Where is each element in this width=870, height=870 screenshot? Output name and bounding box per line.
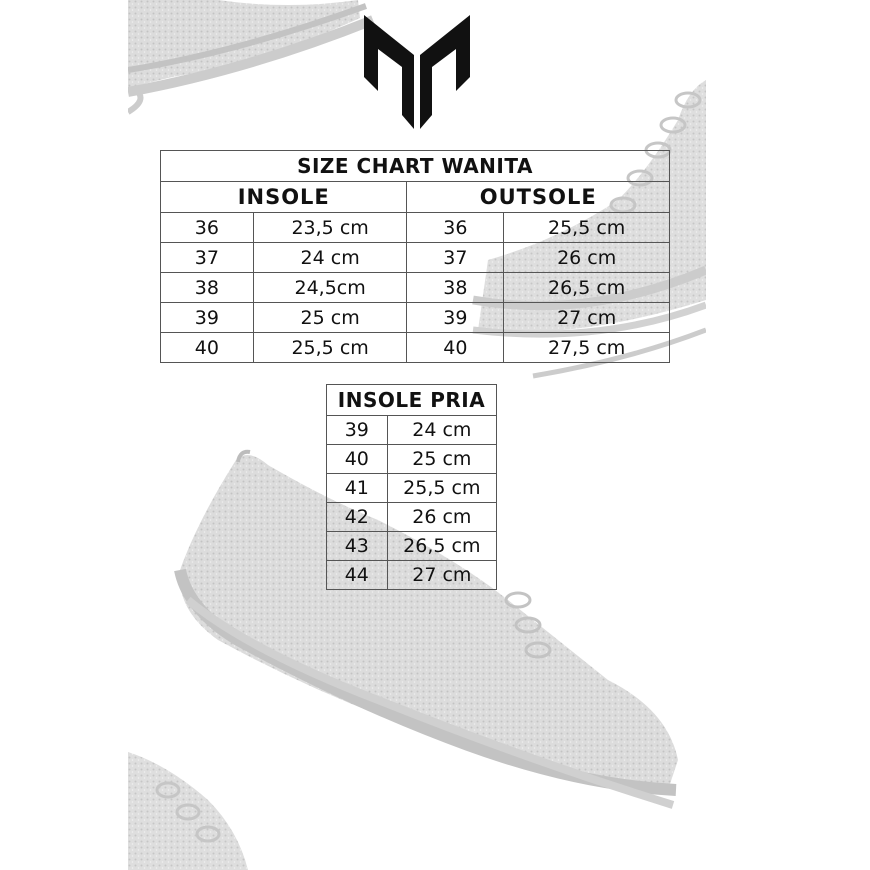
outsole-size-cell: 39 bbox=[407, 303, 504, 333]
table-row bbox=[161, 273, 670, 303]
insole-size-cell: 40 bbox=[161, 333, 254, 363]
insole-size-cell: 36 bbox=[161, 213, 254, 243]
size-chart-sheet bbox=[128, 0, 706, 870]
insole-length-cell: 24 cm bbox=[253, 243, 407, 273]
table-row bbox=[327, 474, 497, 503]
pria-length-cell: 27 cm bbox=[387, 561, 496, 590]
table-row bbox=[161, 303, 670, 333]
sneaker-sketch-top-left bbox=[128, 0, 373, 112]
insole-pria-title: INSOLE PRIA bbox=[327, 385, 497, 416]
table-title-row bbox=[327, 385, 497, 416]
outsole-size-cell: 40 bbox=[407, 333, 504, 363]
outsole-length-cell: 25,5 cm bbox=[504, 213, 670, 243]
insole-length-cell: 24,5cm bbox=[253, 273, 407, 303]
pria-size-cell: 41 bbox=[327, 474, 388, 503]
pria-size-cell: 43 bbox=[327, 532, 388, 561]
table-row bbox=[327, 532, 497, 561]
outsole-length-cell: 27,5 cm bbox=[504, 333, 670, 363]
pria-length-cell: 26,5 cm bbox=[387, 532, 496, 561]
pria-size-cell: 42 bbox=[327, 503, 388, 532]
outsole-header: OUTSOLE bbox=[407, 182, 670, 213]
insole-size-cell: 38 bbox=[161, 273, 254, 303]
pria-size-cell: 40 bbox=[327, 445, 388, 474]
outsole-size-cell: 38 bbox=[407, 273, 504, 303]
insole-header: INSOLE bbox=[161, 182, 407, 213]
pria-length-cell: 24 cm bbox=[387, 416, 496, 445]
table-title-row bbox=[161, 151, 670, 182]
table-row bbox=[327, 416, 497, 445]
pria-length-cell: 25 cm bbox=[387, 445, 496, 474]
table-row bbox=[161, 213, 670, 243]
size-chart-wanita-table bbox=[160, 150, 670, 363]
pria-length-cell: 26 cm bbox=[387, 503, 496, 532]
pria-size-cell: 39 bbox=[327, 416, 388, 445]
table-row bbox=[327, 445, 497, 474]
brand-logo-icon bbox=[364, 15, 470, 129]
insole-size-cell: 39 bbox=[161, 303, 254, 333]
pria-length-cell: 25,5 cm bbox=[387, 474, 496, 503]
outsole-length-cell: 26 cm bbox=[504, 243, 670, 273]
outsole-size-cell: 36 bbox=[407, 213, 504, 243]
insole-pria-table bbox=[326, 384, 497, 590]
insole-length-cell: 25,5 cm bbox=[253, 333, 407, 363]
table-row bbox=[161, 243, 670, 273]
insole-size-cell: 37 bbox=[161, 243, 254, 273]
outsole-length-cell: 27 cm bbox=[504, 303, 670, 333]
table-row bbox=[327, 503, 497, 532]
outsole-length-cell: 26,5 cm bbox=[504, 273, 670, 303]
table-row bbox=[161, 333, 670, 363]
table-row bbox=[327, 561, 497, 590]
table-header-row bbox=[161, 182, 670, 213]
size-chart-wanita-title: SIZE CHART WANITA bbox=[161, 151, 670, 182]
pria-size-cell: 44 bbox=[327, 561, 388, 590]
sneaker-sketch-bottom-left bbox=[128, 752, 248, 870]
insole-length-cell: 25 cm bbox=[253, 303, 407, 333]
insole-length-cell: 23,5 cm bbox=[253, 213, 407, 243]
outsole-size-cell: 37 bbox=[407, 243, 504, 273]
